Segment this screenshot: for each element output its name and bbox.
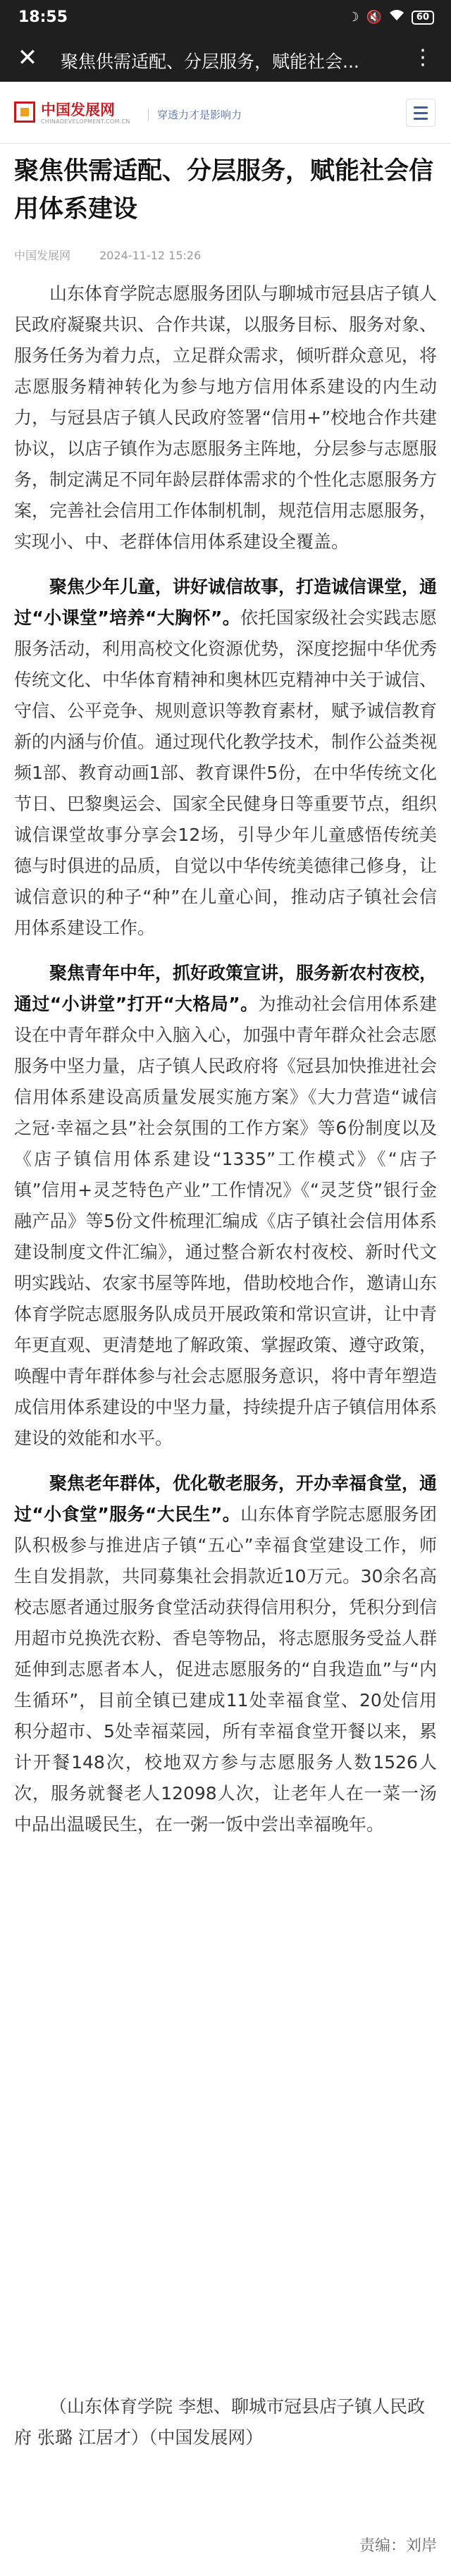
close-button[interactable] <box>13 44 42 73</box>
paragraph-lead: 聚焦青年中年，抓好政策宣讲，服务新农村夜校，通过“小讲堂”打开“大格局”。 <box>14 963 438 1014</box>
hamburger-icon-line <box>414 112 428 114</box>
article-title: 聚焦供需适配、分层服务，赋能社会信用体系建设 <box>14 157 434 223</box>
article-paragraph <box>14 958 437 1454</box>
status-time: 18:55 <box>18 8 68 26</box>
site-logo-text[interactable]: 中国发展网 <box>41 101 115 118</box>
more-vertical-icon: ⋮ <box>412 45 433 70</box>
article-paragraph <box>14 572 437 944</box>
paragraph-text: 依托国家级社会实践志愿服务活动，利用高校文化资源优势，深度挖掘中华优秀传统文化、中华体育精神和奥林匹克精神中关于诚信、守信、公平竞争、规则意识等教育素材，赋予诚信教育新的内涵与价值。通过现代化教学技术，制作公益类视频1部、教育动画1部、教育课件5份，在中华传统文化节日、巴黎奥运会、国家全民健身日等重要节点，组织诚信课堂故事分享会12场，引导少年儿童感悟传统美德与时俱进的品质，自觉以中华传统美德律己修身，让诚信意识的种子“种”在儿童心间，推动店子镇社会信用体系建设工作。 <box>14 608 438 938</box>
article-editor: 责编：刘岸 <box>359 2537 437 2555</box>
page-title: 聚焦供需适配、分层服务，赋能社会... <box>61 51 359 72</box>
battery-icon <box>412 11 434 25</box>
site-header <box>0 82 451 144</box>
article-paragraph: 山东体育学院志愿服务团队与聊城市冠县店子镇人民政府凝聚共识、合作共谋，以服务目标、服务对象、服务任务为着力点，立足群众需求，倾听群众意见，将志愿服务精神转化为参与地方信用体系建设的内生动力，与冠县店子镇人民政府签署“信用+”校地合作共建协议，以店子镇作为志愿服务主阵地，分层参与志愿服务，制定满足不同年龄层群体需求的个性化志愿服务方案，完善社会信用工作体制机制，规范信用志愿服务，实现小、中、老群体信用体系建设全覆盖。 <box>14 283 438 552</box>
close-icon: ✕ <box>17 44 38 72</box>
mute-icon: 🔇 <box>366 10 382 25</box>
article-byline: （山东体育学院 李想、聊城市冠县店子镇人民政府 张璐 江居才）（中国发展网） <box>14 2396 425 2448</box>
site-logo-subtext: CHINADEVELOPMENT.COM.CN <box>41 118 130 125</box>
paragraph-text: 山东体育学院志愿服务团队积极参与推进店子镇“五心”幸福食堂建设工作，师生自发捐款，共同募集社会捐款近10万元。30余名高校志愿者通过服务食堂活动获得信用积分，凭积分到信用超市兑换洗衣粉、香皂等物品，将志愿服务受益人群延伸到志愿者本人，促进志愿服务的“自我造血”与“内生循环”，目前全镇已建成11处幸福食堂、20处信用积分超市、5处幸福菜园，所有幸福食堂开餐以来，累计开餐148次，校地双方参与志愿服务人数1526人次，服务就餐老人12098人次，让老年人在一菜一汤中品出温暖民生，在一粥一饭中尝出幸福晚年。 <box>14 1504 438 1835</box>
paragraph-lead: 聚焦老年群体，优化敬老服务，开办幸福食堂，通过“小食堂”服务“大民生”。 <box>14 1473 438 1524</box>
article-date: 2024-11-12 15:26 <box>99 249 202 262</box>
status-bar <box>0 0 451 35</box>
battery-level: 60 <box>416 12 429 23</box>
paragraph-lead: 聚焦少年儿童，讲好诚信故事，打造诚信课堂，通过“小课堂”培养“大胸怀”。 <box>14 577 438 628</box>
menu-button[interactable] <box>406 99 435 127</box>
article-meta <box>14 247 201 263</box>
article-paragraph <box>14 1468 437 1840</box>
do-not-disturb-icon: ☽ <box>347 10 359 25</box>
hamburger-icon-line <box>414 106 428 109</box>
wifi-icon <box>389 9 404 25</box>
status-icons <box>347 9 434 25</box>
more-options-button[interactable] <box>409 44 437 73</box>
article-body <box>14 278 437 1854</box>
logo-icon[interactable] <box>14 101 35 123</box>
site-slogan: 穿透力才是影响力 <box>148 109 242 121</box>
article-source: 中国发展网 <box>14 249 71 262</box>
paragraph-text: 为推动社会信用体系建设在中青年群众中入脑入心，加强中青年群众社会志愿服务中坚力量，店子镇人民政府将《冠县加快推进社会信用体系建设高质量发展实施方案》《大力营造“诚信之冠·幸福之县”社会氛围的工作方案》等6份制度以及《店子镇信用体系建设“1335”工作模式》《“店子镇”信用+灵芝特色产业”工作情况》《“灵芝贷”银行金融产品》等5份文件梳理汇编成《店子镇社会信用体系建设制度文件汇编》，通过整合新农村夜校、新时代文明实践站、农家书屋等阵地，借助校地合作，邀请山东体育学院志愿服务队成员开展政策和常识宣讲，让中青年更直观、更清楚地了解政策、掌握政策、遵守政策，唤醒中青年群体参与社会志愿服务意识，将中青年塑造成信用体系建设的中坚力量，持续提升店子镇信用体系建设的效能和水平。 <box>14 994 438 1448</box>
hamburger-icon-line <box>414 118 428 120</box>
app-bar <box>0 35 451 82</box>
